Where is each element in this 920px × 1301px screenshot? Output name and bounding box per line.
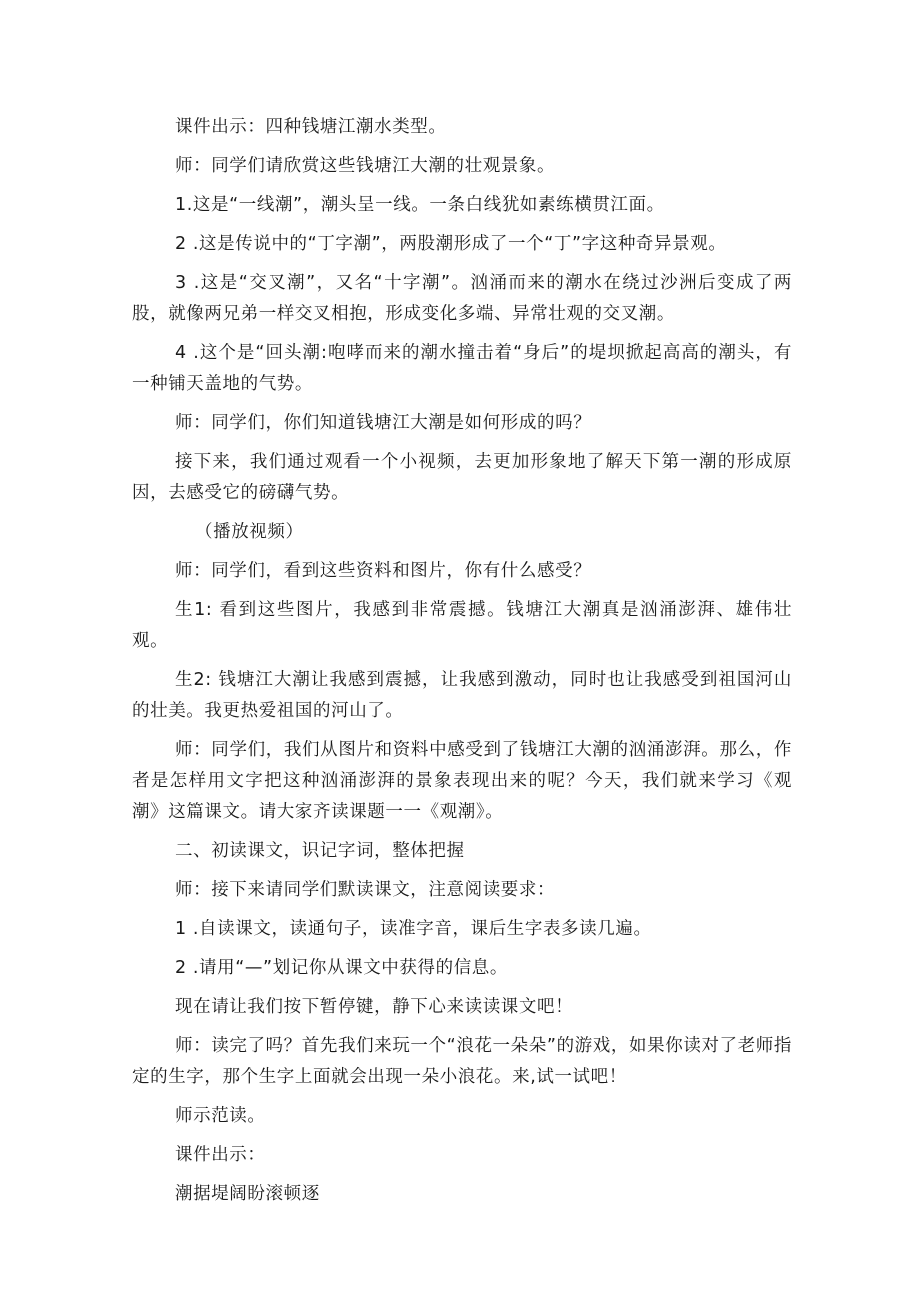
paragraph-student-2: 生2: 钱塘江大潮让我感到震撼，让我感到激动，同时也让我感受到祖国河山的壮美。我更热爱祖国的河山了。 xyxy=(132,670,792,721)
paragraph-teacher-appreciate: 师：同学们请欣赏这些钱塘江大潮的壮观景象。 xyxy=(175,156,556,176)
paragraph-student-1: 生1: 看到这些图片，我感到非常震撼。钱塘江大潮真是汹涌澎湃、雄伟壮观。 xyxy=(132,600,792,651)
paragraph-teacher-question: 师：同学们，你们知道钱塘江大潮是如何形成的吗？ xyxy=(175,413,592,433)
section-heading-first-reading: 二、初读课文，识记字词，整体把握 xyxy=(175,841,465,861)
paragraph-video-intro: 接下来，我们通过观看一个小视频，去更加形象地了解天下第一潮的形成原因，去感受它的磅礴气势。 xyxy=(132,452,792,503)
paragraph-item-1: 1.这是“一线潮”，潮头呈一线。一条白线犹如素练横贯江面。 xyxy=(175,195,665,215)
paragraph-characters: 潮据堤阔盼滚顿逐 xyxy=(175,1184,320,1204)
paragraph-reading-requirements: 师：接下来请同学们默读课文，注意阅读要求： xyxy=(175,880,556,900)
paragraph-requirement-1: 1 .自读课文，读通句子，读准字音，课后生字表多读几遍。 xyxy=(175,919,652,939)
paragraph-play-video: （播放视频） xyxy=(195,522,304,542)
paragraph-item-3: 3 .这是“交叉潮”，又名“十字潮”。汹涌而来的潮水在绕过沙洲后变成了两股，就像两兄弟一样交叉相抱，形成变化多端、异常壮观的交叉潮。 xyxy=(132,273,792,324)
paragraph-teacher-demo: 师示范读。 xyxy=(175,1106,266,1126)
paragraph-item-2: 2 .这是传说中的“丁字潮”，两股潮形成了一个“丁”字这种奇异景观。 xyxy=(175,234,727,254)
paragraph-teacher-feeling: 师：同学们，看到这些资料和图片，你有什么感受？ xyxy=(175,561,592,581)
paragraph-courseware-show: 课件出示： xyxy=(175,1145,266,1165)
paragraph-game: 师：读完了吗？首先我们来玩一个“浪花一朵朵”的游戏，如果你读对了老师指定的生字，那个生字上面就会出现一朵小浪花。来,试一试吧！ xyxy=(132,1036,792,1087)
paragraph-courseware-types: 课件出示：四种钱塘江潮水类型。 xyxy=(175,117,447,137)
document-page xyxy=(132,112,792,1218)
paragraph-requirement-2: 2 .请用“—”划记你从课文中获得的信息。 xyxy=(175,958,508,978)
paragraph-teacher-transition: 师：同学们，我们从图片和资料中感受到了钱塘江大潮的汹涌澎湃。那么，作者是怎样用文字把这种汹涌澎湃的景象表现出来的呢？今天，我们就来学习《观潮》这篇课文。请大家齐读课题一一《观潮》。 xyxy=(132,740,792,822)
paragraph-item-4: 4 .这个是“回头潮:咆哮而来的潮水撞击着“身后”的堤坝掀起高高的潮头，有一种铺天盖地的气势。 xyxy=(132,343,792,394)
paragraph-pause: 现在请让我们按下暂停键，静下心来读读课文吧！ xyxy=(175,997,574,1017)
